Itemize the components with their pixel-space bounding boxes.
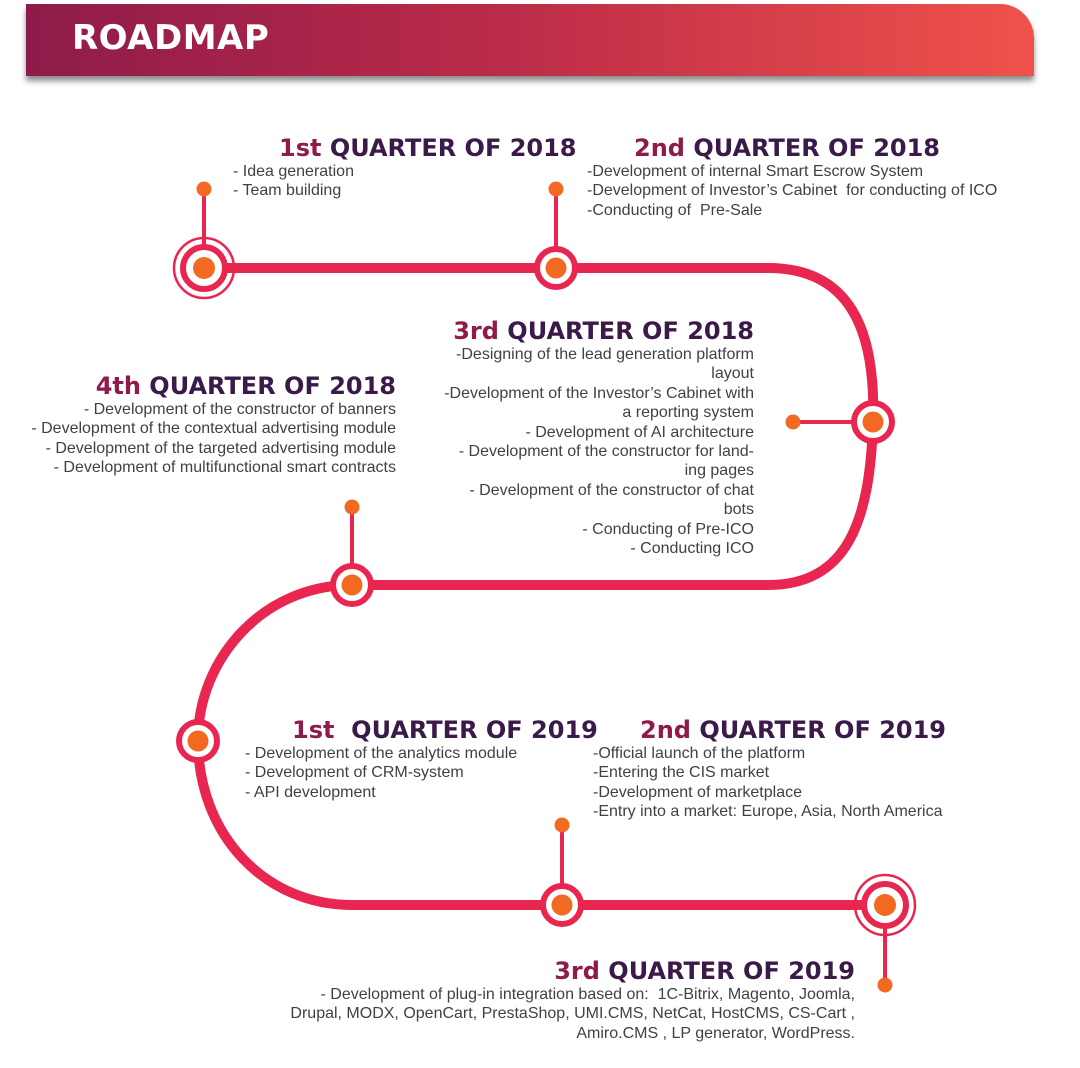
milestone-items xyxy=(233,162,577,201)
milestone-item: - Conducting of Pre-ICO xyxy=(582,520,754,538)
milestone-item: -Conducting of Pre-Sale xyxy=(587,201,763,219)
milestone-item: - Development of plug-in integration based on: 1C-Bitrix, Magento, Joomla, xyxy=(320,986,855,1003)
milestone-period: QUARTER OF 2019 xyxy=(342,716,598,744)
milestone-period: QUARTER OF 2018 xyxy=(140,372,396,400)
milestone-period: QUARTER OF 2018 xyxy=(498,317,754,345)
milestone-item: ing pages xyxy=(684,462,754,480)
milestone-item: - Idea generation xyxy=(233,163,354,180)
milestone-item: -Development of the Investor’s Cabinet with xyxy=(444,384,754,402)
milestone-ordinal: 1st xyxy=(292,716,343,744)
milestone-node-end xyxy=(855,875,915,935)
milestone-item: -Entering the CIS market xyxy=(593,764,770,782)
milestone-title xyxy=(292,716,598,744)
milestone-node-q4-2018 xyxy=(333,566,371,604)
milestone-ordinal: 1st xyxy=(279,134,322,162)
milestone-q2-2018 xyxy=(587,134,997,220)
milestone-item: - Development of the analytics module xyxy=(245,745,518,762)
milestone-ordinal: 2nd xyxy=(640,716,691,744)
milestone-q3-2019 xyxy=(290,957,855,1043)
milestone-period: QUARTER OF 2018 xyxy=(321,134,577,162)
milestone-items xyxy=(245,744,598,802)
milestone-item: -Entry into a market: Europe, Asia, North America xyxy=(593,803,943,821)
milestone-item: -Official launch of the platform xyxy=(593,745,806,762)
milestone-node-q2-2019 xyxy=(543,886,581,924)
milestone-item: Amiro.CMS , LP generator, WordPress. xyxy=(576,1024,855,1042)
milestone-period: QUARTER OF 2018 xyxy=(684,134,941,162)
milestone-item: bots xyxy=(723,501,754,519)
milestone-items xyxy=(290,985,855,1043)
milestone-item: - Development of the constructor for land- xyxy=(458,443,754,461)
milestone-ordinal: 3rd xyxy=(554,957,600,985)
milestone-title xyxy=(444,317,754,345)
milestone-item: - Team building xyxy=(233,182,342,200)
milestone-title xyxy=(634,134,997,162)
milestone-items xyxy=(444,345,754,558)
milestone-node-start xyxy=(174,238,234,298)
milestone-q3-2018 xyxy=(444,317,754,558)
milestone-ordinal: 2nd xyxy=(634,134,685,162)
milestone-ordinal: 3rd xyxy=(453,317,499,345)
milestone-q4-2018 xyxy=(31,372,396,478)
milestone-item: - Development of multifunctional smart contracts xyxy=(53,459,396,477)
milestone-items xyxy=(593,744,946,822)
milestone-title xyxy=(640,716,946,744)
milestone-item: - Development of the constructor of chat xyxy=(469,481,754,499)
milestone-items xyxy=(587,162,997,220)
milestone-q1-2018 xyxy=(233,134,577,201)
milestone-title xyxy=(31,372,396,400)
milestone-item: - Conducting ICO xyxy=(630,540,754,558)
milestone-node-q2-2018 xyxy=(537,249,575,287)
milestone-period: QUARTER OF 2019 xyxy=(599,957,855,985)
milestone-item: - API development xyxy=(245,783,376,801)
milestone-period: QUARTER OF 2019 xyxy=(690,716,947,744)
milestone-item: -Development of marketplace xyxy=(593,783,802,801)
milestone-node-q1-2019 xyxy=(179,722,217,760)
milestone-item: -Designing of the lead generation platform xyxy=(456,346,754,363)
milestone-items xyxy=(31,400,396,478)
milestone-item: - Development of CRM-system xyxy=(245,764,464,782)
milestone-item: -Development of Investor’s Cabinet for conducting of ICO xyxy=(587,182,998,200)
milestone-title xyxy=(279,134,577,162)
milestone-item: - Development of the contextual advertising module xyxy=(31,420,396,438)
milestone-q2-2019 xyxy=(593,716,946,822)
milestone-node-q3-2018 xyxy=(854,403,892,441)
milestone-item: -Development of internal Smart Escrow System xyxy=(587,163,924,180)
milestone-ordinal: 4th xyxy=(95,372,141,400)
milestone-item: layout xyxy=(711,365,754,383)
milestone-item: - Development of AI architecture xyxy=(525,423,754,441)
milestone-item: a reporting system xyxy=(622,404,754,422)
page-title: ROADMAP xyxy=(72,18,270,58)
milestone-q1-2019 xyxy=(245,716,598,802)
milestone-item: Drupal, MODX, OpenCart, PrestaShop, UMI.CMS, NetCat, HostCMS, CS-Cart , xyxy=(290,1005,855,1023)
milestone-title xyxy=(290,957,855,985)
milestone-item: - Development of the constructor of banners xyxy=(83,401,396,418)
milestone-item: - Development of the targeted advertising module xyxy=(45,439,396,457)
